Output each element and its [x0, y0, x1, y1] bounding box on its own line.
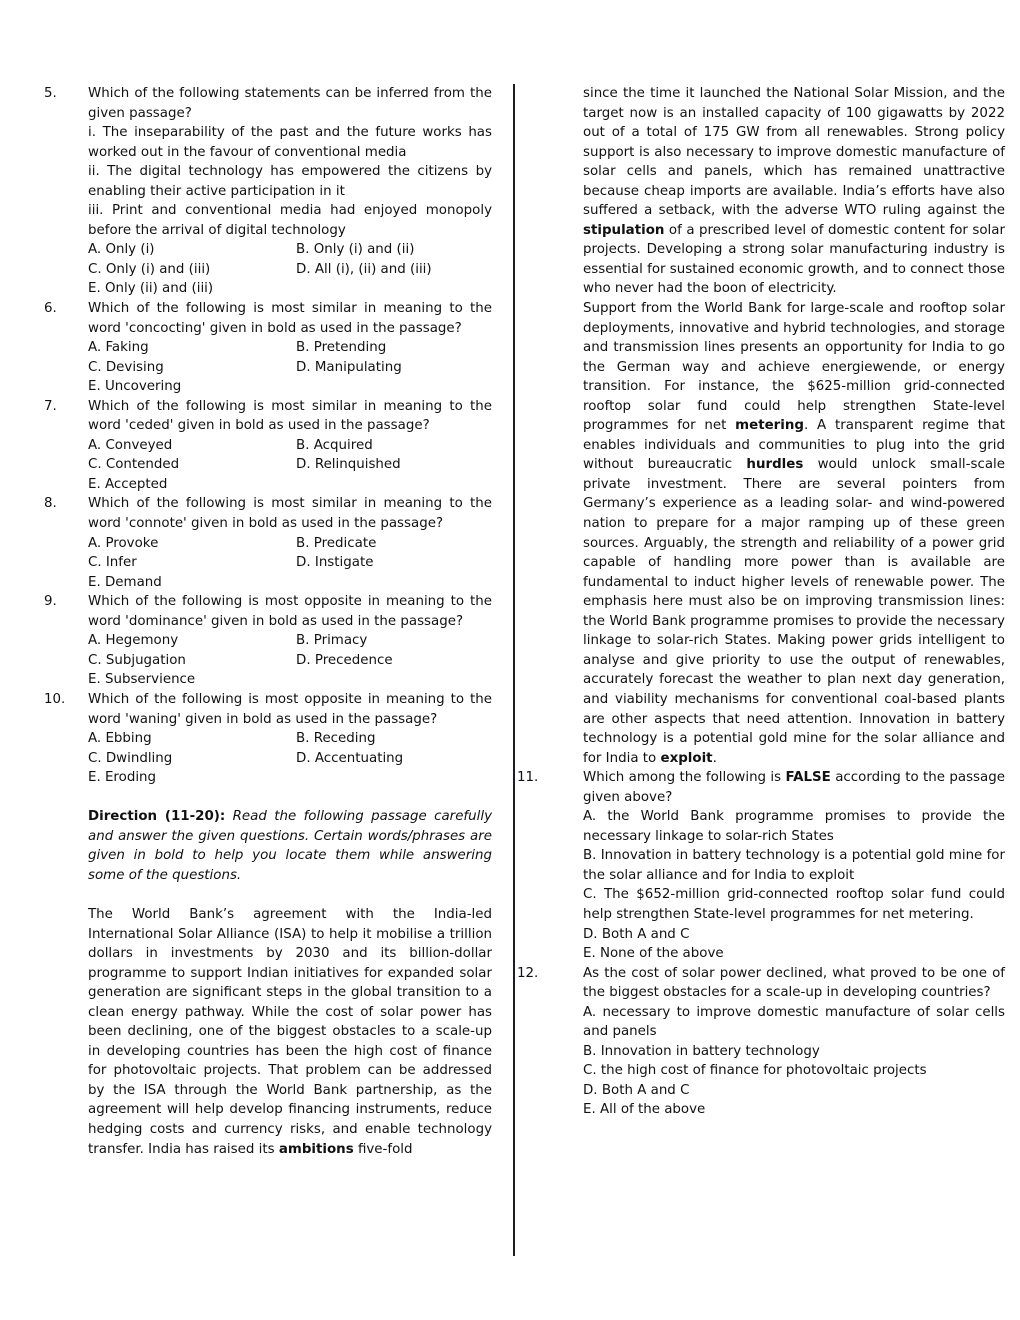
option-d[interactable]: D. All (i), (ii) and (iii) [296, 261, 432, 277]
passage-text-b: five-fold [353, 1141, 413, 1157]
statement-iii: iii. Print and conventional media had enjoyed monopoly before the arrival of digital technology [88, 203, 492, 238]
question-number: 11. [517, 770, 539, 786]
option-c[interactable]: C. The $652-million grid-connected rooftop solar fund could help strengthen State-level programmes for net metering. [583, 887, 1005, 922]
direction-text [88, 807, 492, 885]
question-body [88, 397, 492, 495]
stem-text-a: Which among the following is [583, 770, 786, 786]
question-body [583, 768, 1005, 963]
question-10 [42, 690, 492, 788]
statement-i: i. The inseparability of the past and the future works has worked out in the favour of conventional media [88, 125, 492, 160]
stem-bold-false: FALSE [785, 770, 831, 786]
option-row [88, 553, 492, 573]
option-b[interactable]: B. Receding [296, 731, 376, 747]
passage-bold-ambitions: ambitions [278, 1141, 354, 1157]
option-a[interactable]: A. the World Bank programme promises to provide the necessary linkage to solar-rich States [583, 809, 1005, 844]
option-row [88, 455, 492, 475]
passage-continuation [505, 84, 1005, 768]
passage-bold-stipulation: stipulation [583, 222, 665, 238]
option-a[interactable]: A. Hegemony [88, 633, 179, 649]
question-body [88, 494, 492, 592]
option-row [88, 631, 492, 651]
passage-paragraph-1-cont [583, 84, 1005, 299]
option-d[interactable]: D. Manipulating [296, 359, 402, 375]
passage-bold-metering: metering [735, 418, 804, 434]
right-column [505, 84, 1005, 1120]
question-stem: Which of the following is most opposite in meaning to the word 'dominance' given in bold as used in the passage? [88, 594, 492, 629]
question-9 [42, 592, 492, 690]
question-number: 6. [44, 301, 57, 317]
option-row [88, 338, 492, 358]
question-5 [42, 84, 492, 299]
option-a[interactable]: A. necessary to improve domestic manufacture of solar cells and panels [583, 1004, 1005, 1040]
passage-text-b: . A transparent regime that enables individuals and communities to plug into the grid without bureaucratic [583, 418, 1006, 473]
option-b[interactable]: B. Acquired [296, 437, 373, 453]
passage-paragraph-2 [583, 299, 1005, 768]
statement-ii: ii. The digital technology has empowered the citizens by enabling their active participation in it [88, 164, 492, 199]
option-row [88, 651, 492, 671]
option-b[interactable]: B. Primacy [296, 633, 368, 649]
option-e[interactable]: E. Uncovering [88, 379, 182, 395]
left-column [42, 84, 492, 1159]
option-c[interactable]: C. Contended [88, 457, 180, 473]
question-body [88, 592, 492, 690]
question-7 [42, 397, 492, 495]
option-d[interactable]: D. Accentuating [296, 750, 404, 766]
passage-text-b: of a prescribed level of domestic content for solar projects. Developing a strong solar manufacturing industry is essential for sustained economic growth, and to connect those who never had the boon of electricity. [583, 222, 1005, 297]
passage-text-a: since the time it launched the National Solar Mission, and the target now is an installed capacity of 100 gigawatts by 2022 out of a total of 175 GW from all renewables. Strong policy support is also necessary to improve domestic manufacture of solar cells and panels, which has remained unattractive because cheap imports are available. India’s efforts have also suffered a setback, with the adverse WTO ruling against the [583, 86, 1005, 219]
option-row [88, 358, 492, 378]
question-body [88, 299, 492, 397]
option-b[interactable]: B. Innovation in battery technology is a potential gold mine for the solar alliance and for India to exploit [583, 848, 1005, 883]
direction-label: Direction (11-20): [88, 809, 226, 825]
question-number: 5. [44, 86, 57, 101]
passage-text-d: . [712, 750, 717, 766]
passage-bold-exploit: exploit [660, 750, 713, 766]
question-number: 12. [517, 965, 539, 981]
question-body [583, 964, 1005, 1120]
option-e[interactable]: E. All of the above [583, 1102, 706, 1118]
option-a[interactable]: A. Provoke [88, 535, 159, 551]
question-stem: Which of the following is most opposite in meaning to the word 'waning' given in bold as used in the passage? [88, 691, 492, 727]
option-a[interactable]: A. Ebbing [88, 731, 152, 747]
option-d[interactable]: D. Instigate [296, 555, 374, 571]
option-d[interactable]: D. Both A and C [583, 926, 690, 942]
option-d[interactable]: D. Both A and C [583, 1082, 690, 1098]
passage-paragraph-1 [88, 905, 492, 1159]
paragraph-spacer [42, 788, 492, 808]
question-stem: Which of the following is most similar in meaning to the word 'connote' given in bold as used in the passage? [88, 496, 492, 532]
passage-bold-hurdles: hurdles [746, 457, 804, 473]
question-number: 10. [44, 691, 66, 707]
option-row [88, 436, 492, 456]
option-c[interactable]: C. Devising [88, 359, 164, 375]
question-number: 7. [44, 398, 57, 414]
option-e[interactable]: E. Subservience [88, 672, 196, 688]
question-8 [42, 494, 492, 592]
passage-text-c: would unlock small-scale private investment. There are several pointers from Germany’s experience as a leading solar- and wind-powered nation to prepare for a major ramping up of these green sources. Arguably, the strength and reliability of a power grid capable of handling more power than is available are fundamental to induct higher levels of renewable power. The emphasis here must also be on improving transmission lines: the World Bank programme promises to provide the necessary linkage to solar-rich States. Making power grids intelligent to analyse and give priority to use the output of renewables, accurately forecast the weather to plan next day generation, and viability mechanisms for conventional coal-based plants are other aspects that need attention. Innovation in battery technology is a potential gold mine for the solar alliance and for India to [583, 457, 1005, 766]
option-row [88, 729, 492, 749]
option-e[interactable]: E. Only (ii) and (iii) [88, 281, 214, 297]
question-11 [505, 768, 1005, 963]
option-b[interactable]: B. Innovation in battery technology [583, 1043, 820, 1059]
question-12 [505, 964, 1005, 1120]
option-row [88, 749, 492, 769]
option-row [88, 260, 492, 280]
question-body [88, 690, 492, 788]
question-6 [42, 299, 492, 397]
option-c[interactable]: C. Only (i) and (iii) [88, 261, 211, 277]
option-e[interactable]: E. Eroding [88, 770, 157, 786]
question-stem [583, 768, 1005, 807]
option-a[interactable]: A. Faking [88, 340, 149, 356]
option-b[interactable]: B. Predicate [296, 535, 377, 551]
option-d[interactable]: D. Precedence [296, 652, 393, 668]
option-a[interactable]: A. Conveyed [88, 437, 173, 453]
option-d[interactable]: D. Relinquished [296, 457, 401, 473]
passage-text-a: The World Bank’s agreement with the India-led International Solar Alliance (ISA) to help it mobilise a trillion dollars in investments by 2030 and its billion-dollar programme to support Indian initiatives for expanded solar generation are significant steps in the global transition to a clean energy pathway. While the cost of solar power has been declining, one of the biggest obstacles to a scale-up in developing countries has been the high cost of finance for photovoltaic projects. That problem can be addressed by the ISA through the World Bank partnership, as the agreement will help develop financing instruments, reduce hedging costs and currency risks, and enable technology transfer. India has raised its [88, 906, 492, 1157]
option-a[interactable]: A. Only (i) [88, 242, 155, 258]
passage-block-left [42, 905, 492, 1159]
paragraph-spacer [42, 885, 492, 905]
question-stem: Which of the following is most similar in meaning to the word 'ceded' given in bold as used in the passage? [88, 398, 492, 434]
stem-text-b: according to the passage given above? [583, 770, 1005, 805]
option-b[interactable]: B. Only (i) and (ii) [296, 242, 415, 258]
question-stem: Which of the following statements can be inferred from the given passage? [88, 86, 492, 121]
option-row [88, 240, 492, 260]
direction-instruction: Read the following passage carefully and answer the given questions. Certain words/phrases are given in bold to help you locate them while answering some of the questions. [88, 809, 492, 883]
question-stem: Which of the following is most similar in meaning to the word 'concocting' given in bold as used in the passage? [88, 301, 492, 336]
option-c[interactable]: C. the high cost of finance for photovoltaic projects [583, 1063, 927, 1079]
option-c[interactable]: C. Subjugation [88, 652, 186, 668]
direction-block [42, 807, 492, 885]
option-b[interactable]: B. Pretending [296, 340, 387, 356]
question-number: 8. [44, 496, 57, 512]
question-number: 9. [44, 594, 57, 610]
option-row [88, 534, 492, 554]
question-body [88, 84, 492, 299]
option-e[interactable]: E. Demand [88, 574, 162, 590]
option-e[interactable]: E. Accepted [88, 476, 168, 492]
option-e[interactable]: E. None of the above [583, 946, 724, 962]
option-c[interactable]: C. Infer [88, 555, 137, 571]
question-stem: As the cost of solar power declined, what proved to be one of the biggest obstacles for a scale-up in developing countries? [583, 965, 1005, 1001]
option-c[interactable]: C. Dwindling [88, 750, 173, 766]
passage-text-a: Support from the World Bank for large-scale and rooftop solar deployments, innovative and hybrid technologies, and storage and transmission lines presents an opportunity for India to go the German way and achieve energiewende, or energy transition. For instance, the $625-million grid-connected rooftop solar fund could help strengthen State-level programmes for net [583, 301, 1005, 434]
